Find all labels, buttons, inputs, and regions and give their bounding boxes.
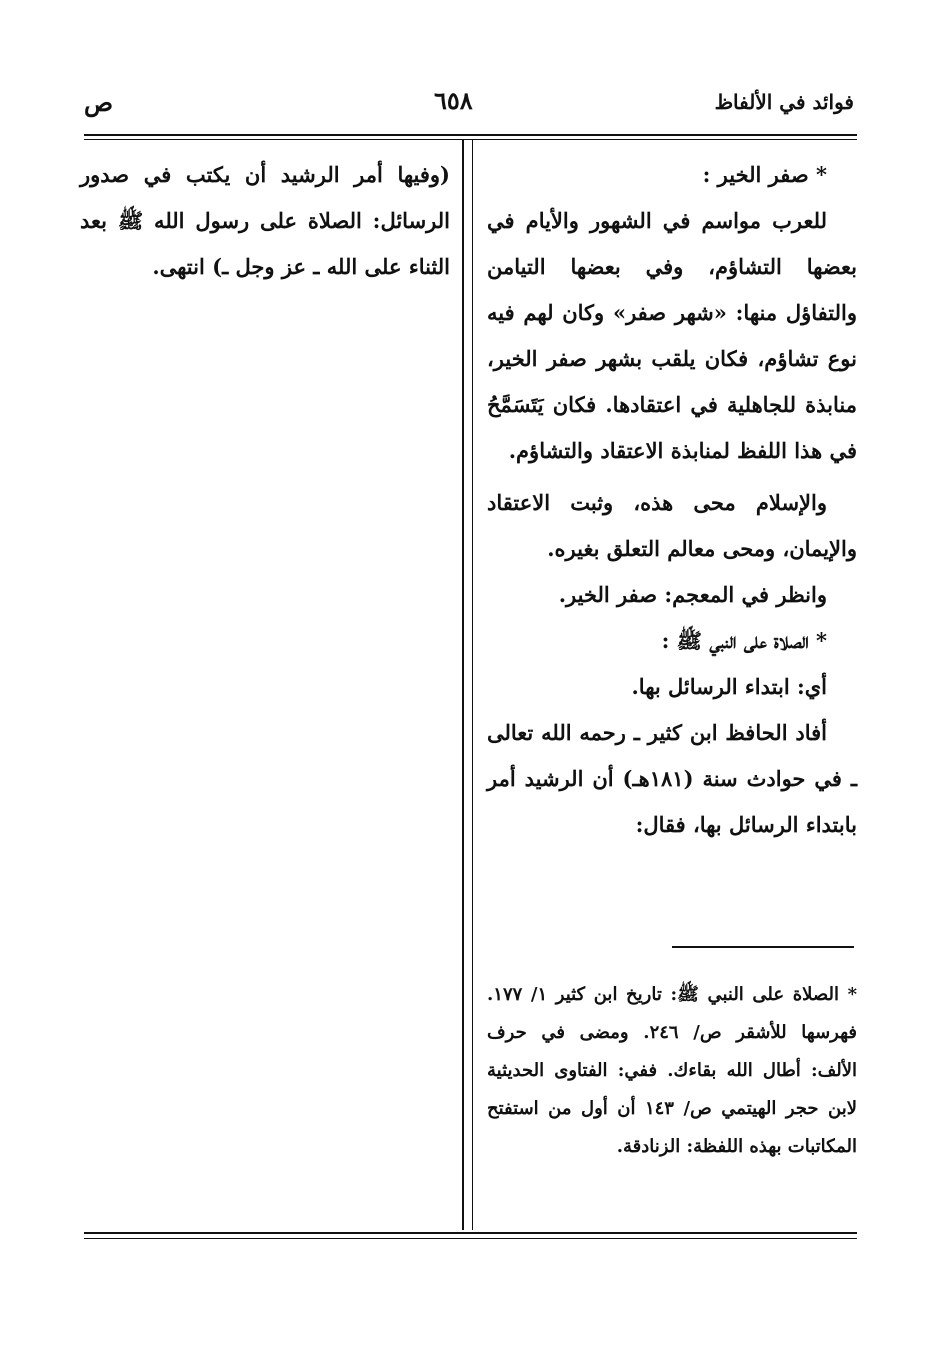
bottom-rule bbox=[84, 1232, 857, 1234]
entry-heading-safar: * صفر الخير : bbox=[702, 162, 827, 187]
bottom-rule-thin bbox=[84, 1238, 857, 1239]
footnote bbox=[487, 976, 857, 1166]
paragraph: للعرب مواسم في الشهور والأيام في بعضها التشاؤم، وفي بعضها التيامن والتفاؤل منها: «شهر صفر» وكان لهم فيه نوع تشاؤم، فكان يلقب بشهر صفر الخير، منابذة للجاهلية في اعتقادها. فكان يَتَسَمَّحُ في هذا اللفظ لمنابذة الاعتقاد والتشاؤم. bbox=[487, 208, 857, 463]
footnote-rule bbox=[672, 946, 854, 948]
column-divider bbox=[462, 140, 473, 1230]
page-number: ٦٥٨ bbox=[434, 86, 473, 115]
header-rule bbox=[84, 134, 857, 136]
paragraph: والإسلام محى هذه، وثبت الاعتقاد والإيمان، ومحى معالم التعلق بغيره. bbox=[487, 490, 857, 561]
paragraph: وانظر في المعجم: صفر الخير. bbox=[558, 582, 827, 607]
running-header bbox=[84, 86, 854, 126]
paragraph: أفاد الحافظ ابن كثير ـ رحمه الله تعالى ـ في حوادث سنة (١٨١هـ) أن الرشيد أمر بابتداء الرسائل بها، فقال: bbox=[487, 720, 857, 837]
quote-paragraph: (وفيها أمر الرشيد أن يكتب في صدور الرسائل: الصلاة على رسول الله ﷺ بعد الثناء على الله ـ عز وجل ـ) انتهى. bbox=[80, 162, 450, 279]
entry-heading-salat: * الصلاة على النبي ﷺ : bbox=[661, 628, 827, 653]
left-column bbox=[80, 152, 450, 290]
section-letter: ص bbox=[84, 88, 114, 117]
right-column bbox=[487, 152, 857, 848]
footnote-text: * الصلاة على النبي ﷺ: تاريخ ابن كثير ١/ ١٧٧. فهرسها للأشقر ص/ ٢٤٦. ومضى في حرف الألف: أطال الله بقاءك. ففي: الفتاوى الحديثية لابن حجر الهيتمي ص/ ١٤٣ أن أول من استفتح المكاتبات بهذه اللفظة: الزنادقة. bbox=[487, 984, 857, 1157]
book-title: فوائد في الألفاظ bbox=[714, 90, 854, 114]
paragraph: أي: ابتداء الرسائل بها. bbox=[631, 674, 827, 699]
